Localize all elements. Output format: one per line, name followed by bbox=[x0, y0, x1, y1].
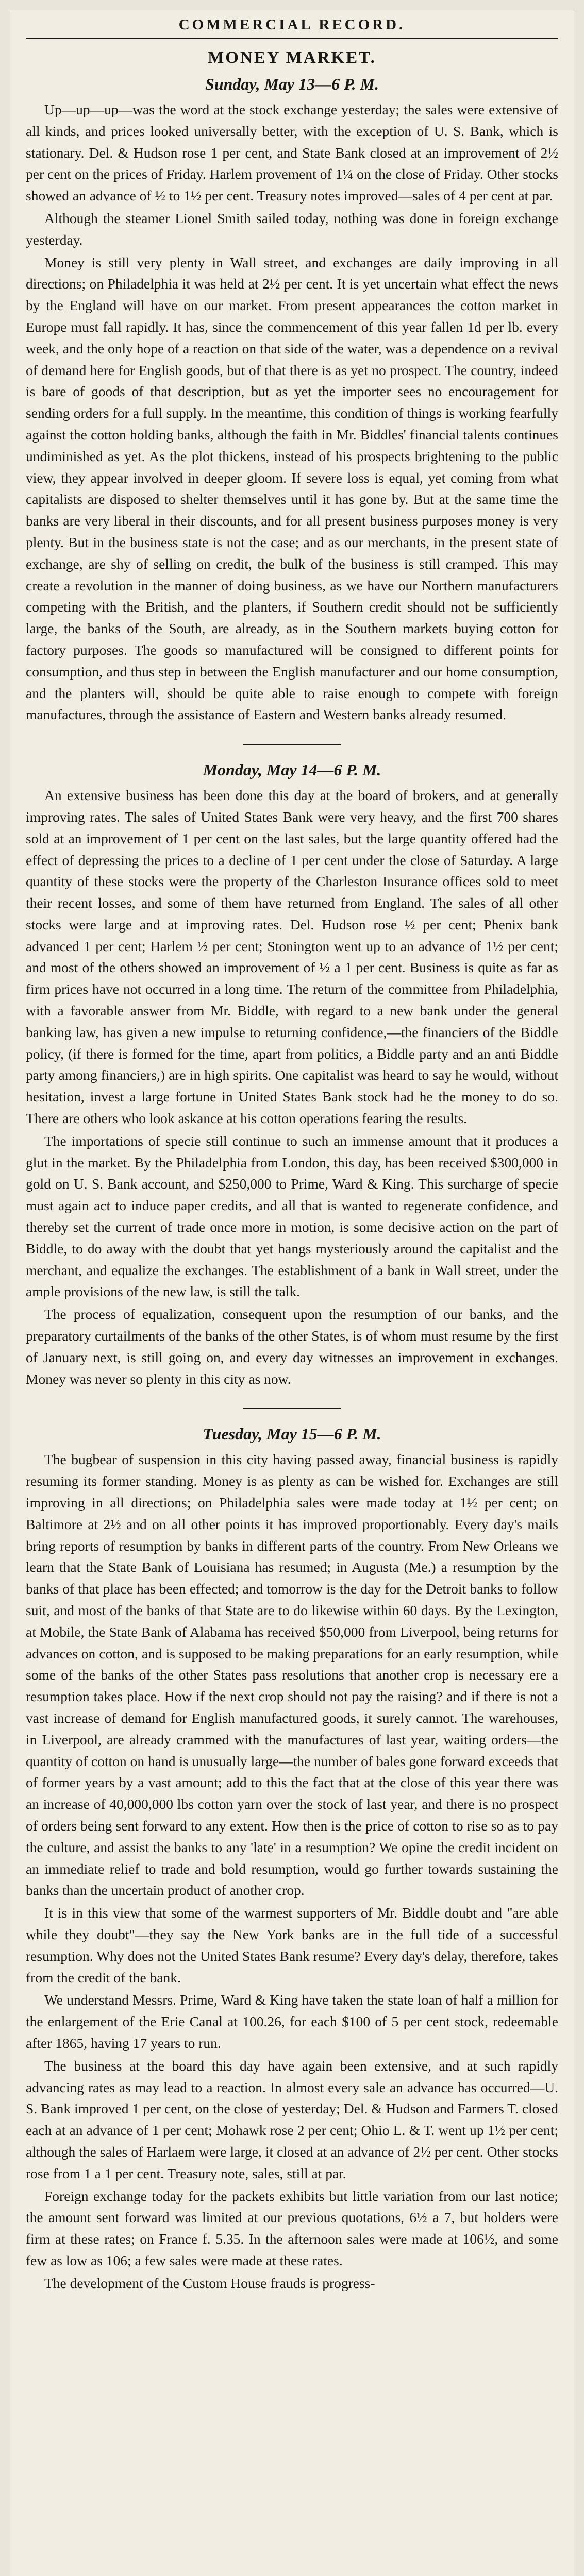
dateline: Tuesday, May 15—6 P. M. bbox=[203, 1425, 381, 1444]
paragraph: The bugbear of suspension in this city having passed away, financial business is rapidly resuming its former standing. Money is as plenty as can be wished for. Exchanges are still improving in all directions; on Philadelphia sales were made today at 1½ per cent; on Baltimore at 2½ and on all other points it has improved proportionably. Every day's mails bring reports of resumption by banks in different parts of the country. From New Orleans we learn that the State Bank of Louisiana has resumed; in Augusta (Me.) a resumption by the banks of that place has been effected; and tomorrow is the day for the Detroit banks to follow suit, and most of the banks of that State are to do likewise within 60 days. By the Lexington, at Mobile, the State Bank of Alabama has received $50,000 from Liverpool, being returns for advances on cotton, and is supposed to be making preparations for an early resumption, while some of the banks of the other States pass resolutions that another crop is necessary ere a resumption takes place. How if the next crop should not pay the raising? and if there is not a vast increase of demand for English manufactured goods, it surely cannot. The warehouses, in Liverpool, are already crammed with the manufactures of last year, waiting orders—the quantity of cotton on hand is unusually large—the number of bales gone forward exceeds that of former years by a vast amount; add to this the fact that at the close of this year there was an increase of 40,000,000 lbs cotton yarn over the stock of last year, and there is no prospect of orders being sent forward to any extent. How then is the price of cotton to rise so as to pay the culture, and assist the banks to any 'late' in a resumption? We opine the credit incident on an immediate relief to trade and bold resumption, would go further towards sustaining the banks than the uncertain product of another crop. bbox=[26, 1451, 558, 1899]
newspaper-column bbox=[26, 13, 558, 2576]
paragraph: Money is still very plenty in Wall street, and exchanges are daily improving in all directions; on Philadelphia it was held at 2½ per cent. It is yet uncertain what effect the news by the England will have on our market. From present appearances the cotton market in Europe must fall rapidly. It has, since the commencement of this year fallen 1d per lb. every week, and the only hope of a reaction on that side of the water, was a dependence on a revival of demand here for English goods, but of that there is as yet no prospect. The country, indeed is bare of goods of that description, but as yet the importer sees no encouragement for sending orders for a full supply. In the meantime, this condition of things is working fearfully against the cotton holding banks, although the faith in Mr. Biddles' financial talents continues undiminished as yet. As the plot thickens, instead of his prospects brightening to the public view, they appear involved in deeper gloom. If severe loss is equal, yet coming from what capitalists are disposed to shelter themselves until it has gone by. But at the same time the banks are very liberal in their discounts, and for all present business purposes money is very plenty. But in the business state is not the case; and as our merchants, in the present state of exchange, are shy of selling on credit, the bulk of the business is still cramped. This may create a revolution in the manner of doing business, as we have our Northern manufacturers competing with the British, and the planters, if Southern credit should not be sufficiently large, the banks of the South, are already, as in the Southern markets buying cotton for factory purposes. The goods so manufactured will be consigned to different points for consumption, and thus step in between the English manufacturer and our home consumption, and the planters will, should be quite able to raise enough to compete with foreign manufactures, through the assistance of Eastern and Western banks already resumed. bbox=[26, 254, 558, 723]
masthead: COMMERCIAL RECORD. bbox=[178, 16, 406, 33]
market-report-monday bbox=[26, 760, 558, 1389]
masthead-rule bbox=[26, 38, 558, 39]
dateline: Monday, May 14—6 P. M. bbox=[203, 760, 381, 779]
paragraph: The process of equalization, consequent upon the resumption of our banks, and the preparatory curtailments of the banks of the other States, is of whom must resume by the first of January next, is still going on, and every day witnesses an improvement in exchanges. Money was never so plenty in this city as now. bbox=[26, 1306, 558, 1387]
market-report-tuesday bbox=[26, 1425, 558, 2294]
paragraph: We understand Messrs. Prime, Ward & King have taken the state loan of half a million for the enlargement of the Erie Canal at 100.26, for each $100 of 5 per cent stock, redeemable after 1865, having 17 years to run. bbox=[26, 1992, 558, 2051]
paragraph: The business at the board this day have again been extensive, and at such rapidly advancing rates as may lead to a reaction. In almost every sale an advance has occurred—U. S. Bank improved 1 per cent, on the close of yesterday; Del. & Hudson and Farmers T. closed each at an advance of 1 per cent; Mohawk rose 2 per cent; Ohio L. & T. went up 1½ per cent; although the sales of Harlaem were large, it closed at an advance of 2½ per cent. Other stocks rose from 1 a 1 per cent. Treasury note, sales, still at par. bbox=[26, 2057, 558, 2181]
paragraph: The importations of specie still continue to such an immense amount that it produces a glut in the market. By the Philadelphia from London, this day, has been received $300,000 in gold on U. S. Bank account, and $250,000 to Prime, Ward & King. This surcharge of specie must again act to induce paper credits, and all that is wanted to regenerate confidence, and thereby set the current of trade once more in motion, is some decisive action on the part of Biddle, to do away with the doubt that yet hangs mysteriously around the capitalist and the merchant, and equalize the exchanges. The establishment of a bank in Wall street, under the ample provisions of the new law, is still the talk. bbox=[26, 1132, 558, 1300]
section-divider bbox=[243, 744, 341, 745]
paragraph: It is in this view that some of the warmest supporters of Mr. Biddle doubt and "are able while they doubt"—they say the New York banks are in the full tide of a successful resumption. Why does not the United States Bank resume? Every day's delay, therefore, takes from the credit of the bank. bbox=[26, 1905, 558, 1986]
section-title: MONEY MARKET. bbox=[208, 48, 376, 67]
paragraph: Foreign exchange today for the packets exhibits but little variation from our last notice; the amount sent forward was limited at our previous quotations, 6½ a 7, but holders were firm at these rates; on France f. 5.35. In the afternoon sales were made at 106½, and some few as low as 106; a few sales were made at these rates. bbox=[26, 2188, 558, 2268]
dateline: Sunday, May 13—6 P. M. bbox=[205, 75, 379, 93]
paragraph: Up—up—up—was the word at the stock exchange yesterday; the sales were extensive of all kinds, and prices looked universally better, with the exception of U. S. Bank, which is stationary. Del. & Hudson rose 1 per cent, and State Bank closed at an improvement of 2½ per cent on the prices of Friday. Harlem provement of 1¼ on the close of Friday. Other stocks showed an advance of ½ to 1½ per cent. Treasury notes improved—sales of 4 per cent at par. bbox=[26, 101, 558, 204]
newspaper-page bbox=[10, 10, 574, 2576]
paragraph: An extensive business has been done this day at the board of brokers, and at generally improving rates. The sales of United States Bank were very heavy, and the first 700 shares sold at an improvement of 1 per cent on the last sales, but the large quantity offered had the effect of depressing the prices to a decline of 1 per cent under the close of Saturday. A large quantity of these stocks were the property of the Charleston Insurance offices sold to meet their recent losses, and some of them have returned from England. The sales of all other stocks were large and at improving rates. Del. Hudson rose ½ per cent; Phenix bank advanced 1 per cent; Harlem ½ per cent; Stonington went up to an advance of 1½ per cent; and most of the others showed an improvement of ½ a 1 per cent. Business is quite as far as firm prices have not occurred in a long time. The return of the committee from Philadelphia, with a favorable answer from Mr. Biddle, with regard to a new bank under the general banking law, has given a new impulse to returning confidence,—the financiers of the Biddle policy, (if there is formed for the time, apart from politics, a Biddle party and an anti Biddle party among financiers,) are in high spirits. One capitalist was heard to say he would, without hesitation, invest a large fortune in United States Bank stock had he the money to do so. There are others who look askance at his cotton operations fearing the results. bbox=[26, 787, 558, 1127]
paragraph: Although the steamer Lionel Smith sailed today, nothing was done in foreign exchange yesterday. bbox=[26, 210, 558, 248]
section-divider bbox=[243, 1408, 341, 1409]
market-report-sunday bbox=[26, 75, 558, 725]
paragraph: The development of the Custom House frauds is progress- bbox=[44, 2275, 375, 2291]
